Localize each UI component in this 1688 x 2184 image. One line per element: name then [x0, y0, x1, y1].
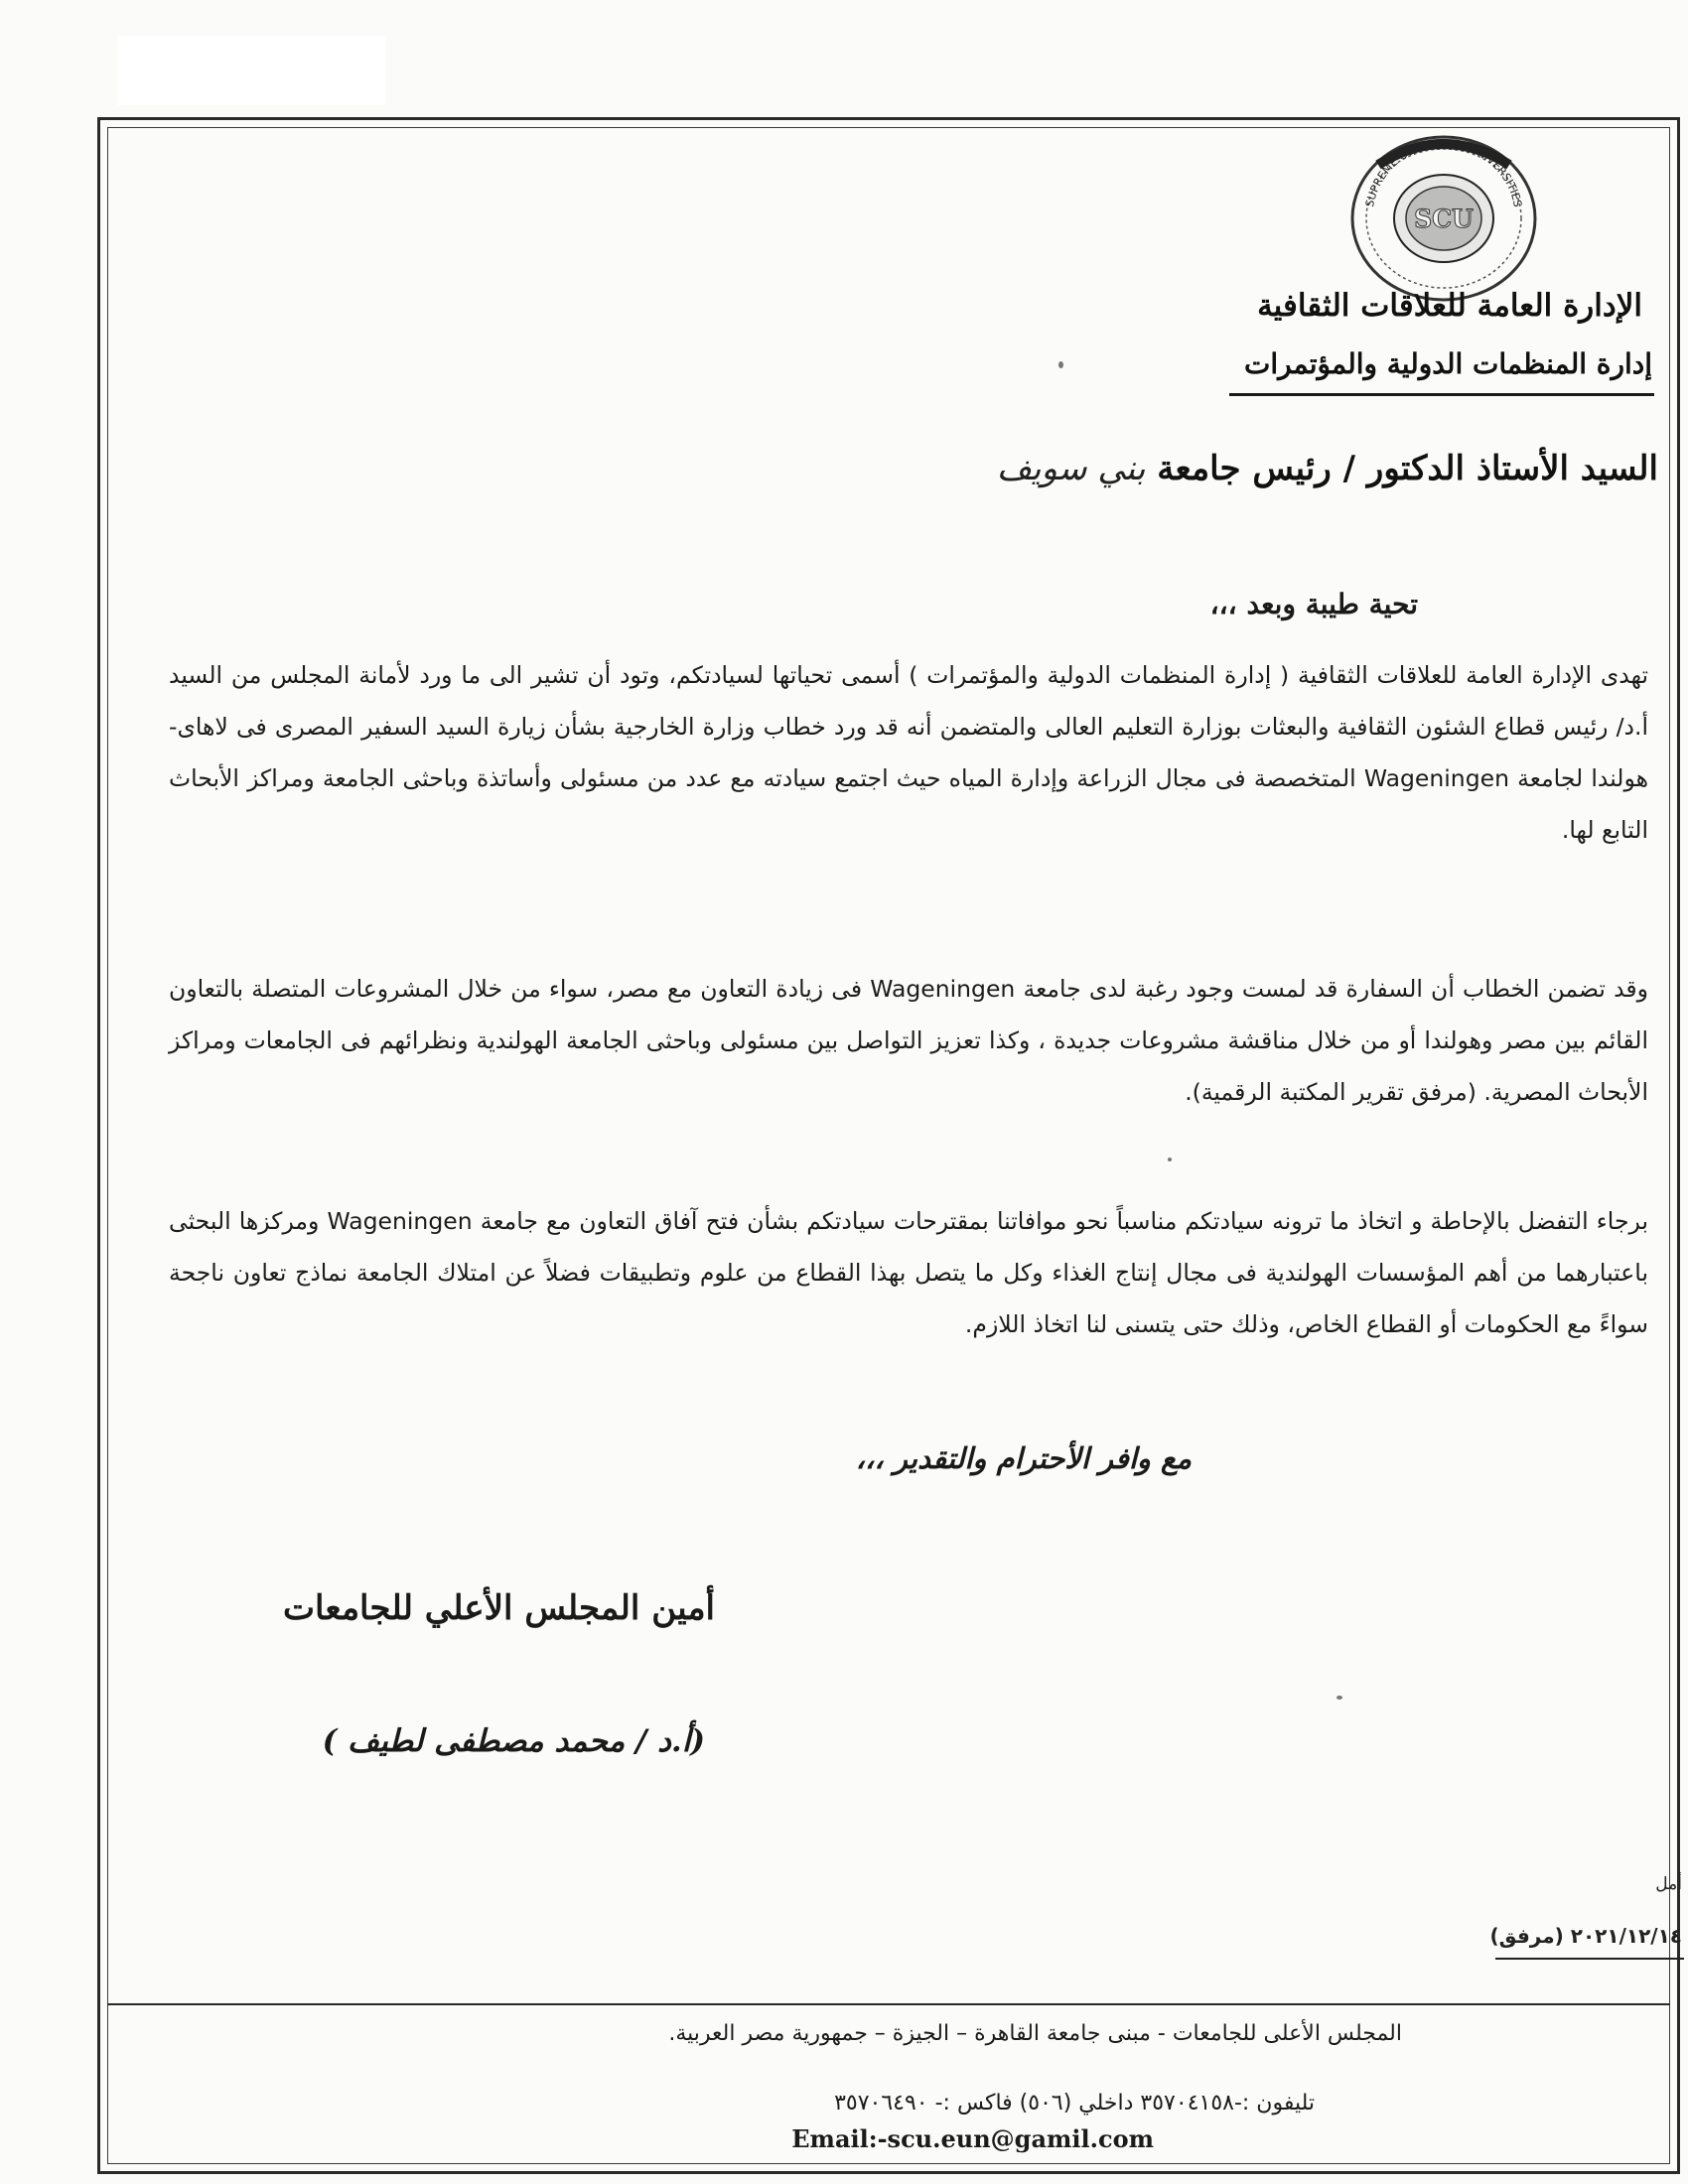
seal-text: SCU — [1414, 205, 1474, 233]
scan-speck — [1168, 1158, 1172, 1161]
scu-seal-logo — [1338, 127, 1549, 306]
page-border-inner — [107, 127, 1670, 2164]
addressee-line — [997, 449, 1658, 488]
scan-speck — [1058, 361, 1063, 368]
signatory-name: (أ.د / محمد مصطفى لطيف ) — [322, 1723, 705, 1759]
blank-margin-strip — [117, 36, 385, 105]
seal-ring-text: SUPREME COUNCIL OF UNIVERSITIES — [1362, 136, 1525, 208]
sub-department-underline — [1229, 393, 1654, 396]
footer-divider — [107, 2003, 1670, 2005]
footer-address: المجلس الأعلى للجامعات - مبنى جامعة القاهرة – الجيزة – جمهورية مصر العربية. — [668, 2021, 1402, 2046]
addressee-printed: السيد الأستاذ الدكتور / رئيس جامعة — [1157, 449, 1658, 488]
closing-salutation: مع وافر الأحترام والتقدير ،،، — [855, 1441, 1192, 1475]
body-paragraph-1: تهدى الإدارة العامة للعلاقات الثقافية ( إدارة المنظمات الدولية والمؤتمرات ) أسمى تحياتها لسيادتكم، وتود أن تشير الى ما ورد لأمانة المجلس من السيد أ.د/ رئيس قطاع الشئون الثقافية والبعثات بوزارة التعليم العالى والمتضمن أنه قد ورد خطاب وزارة الخارجية بشأن زيارة السيد السفير المصرى فى لاهاى-هولندا لجامعة Wageningen المتخصصة فى مجال الزراعة وإدارة المياه حيث اجتمع سيادته مع عدد من مسئولى وأساتذة وباحثى الجامعة ومراكز الأبحاث التابع لها. — [169, 661, 1648, 844]
footer-email: Email:-scu.eun@gamil.com — [791, 2124, 1154, 2153]
department-name: الإدارة العامة للعلاقات الثقافية — [1257, 288, 1642, 324]
body-paragraph-2: وقد تضمن الخطاب أن السفارة قد لمست وجود رغبة لدى جامعة Wageningen فى زيادة التعاون مع مصر، سواء من خلال المشروعات المتصلة بالتعاون القائم بين مصر وهولندا أو من خلال مناقشة مشروعات جديدة ، وكذا تعزيز التواصل بين مسئولى وباحثى الجامعة الهولندية ونظرائهم فى الجامعات ومراكز الأبحاث المصرية. (مرفق تقرير المكتبة الرقمية). — [169, 975, 1648, 1106]
sub-department-name: إدارة المنظمات الدولية والمؤتمرات — [1243, 347, 1652, 380]
body-paragraph-3: برجاء التفضل بالإحاطة و اتخاذ ما ترونه سيادتكم مناسباً نحو موافاتنا بمقترحات سيادتكم بشأن فتح آفاق التعاون مع جامعة Wageningen ومركزها البحثى باعتبارهما من أهم المؤسسات الهولندية فى مجال إنتاج الغذاء وكل ما يتصل بهذا القطاع من علوم وتطبيقات فضلاً عن امتلاك الجامعة نماذج تعاون ناجحة سواءً مع الحكومات أو القطاع الخاص، وذلك حتى يتسنى لنا اتخاذ اللازم. — [169, 1207, 1648, 1338]
footer-phone-fax: تليفون :-٣٥٧٠٤١٥٨ داخلي (٥٠٦) فاكس :- ٣٥٧٠٦٤٩٠ — [834, 2091, 1315, 2116]
greeting: تحية طيبة وبعد ،،، — [1209, 588, 1418, 620]
signatory-title: أمين المجلس الأعلي للجامعات — [283, 1588, 715, 1628]
reference-underline — [1495, 1958, 1684, 1960]
scan-speck — [1336, 1696, 1342, 1700]
reference-date: ٢٠٢١/١٢/١٤ (مرفق) — [1489, 1924, 1682, 1948]
addressee-handwritten: بني سويف — [996, 449, 1146, 488]
reference-code: أمل — [1655, 1874, 1682, 1894]
